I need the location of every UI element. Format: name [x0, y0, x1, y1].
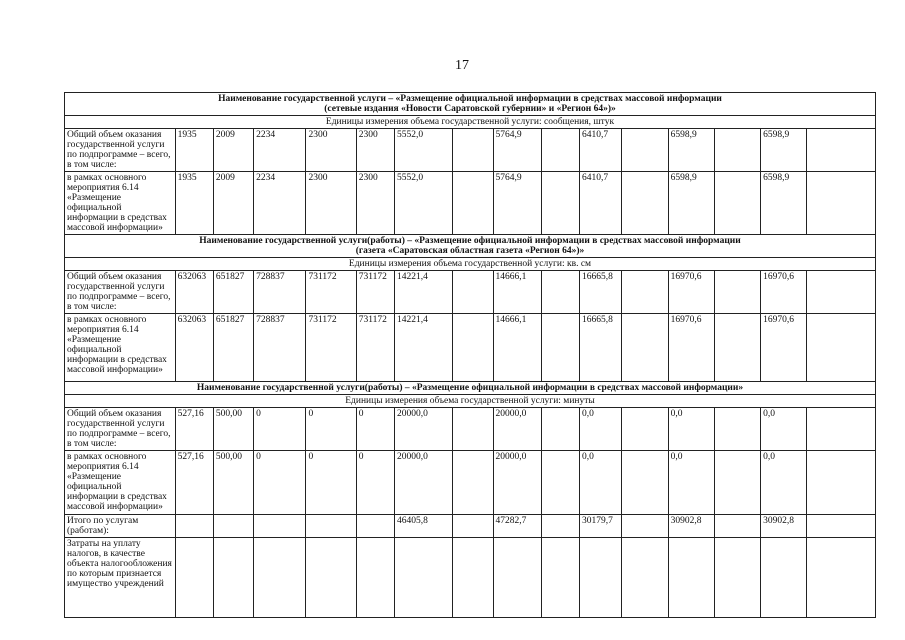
value-cell: 20000,0: [394, 408, 452, 451]
value-cell: 14221,4: [394, 314, 452, 382]
value-cell: [356, 515, 394, 538]
units-label: Единицы измерения объема государственной услуги: сообщения, штук: [65, 116, 876, 129]
value-cell: [394, 538, 452, 618]
value-cell: 2300: [356, 172, 394, 235]
row-label: в рамках основного мероприятия 6.14 «Размещение официальной информации в средствах массовой информации»: [65, 172, 176, 235]
value-cell: 527,16: [175, 451, 213, 515]
value-cell: [453, 271, 493, 314]
section-title-line2: (сетевые издания «Новости Саратовской губернии» и «Регион 64»)»: [324, 104, 616, 114]
table-row: [65, 271, 876, 314]
value-cell: 6410,7: [580, 129, 622, 172]
totals-row: [65, 515, 876, 538]
value-cell: [622, 314, 668, 382]
value-cell: 0,0: [668, 451, 714, 515]
value-cell: [493, 538, 541, 618]
value-cell: [622, 271, 668, 314]
value-cell: [807, 172, 876, 235]
value-cell: 731172: [356, 271, 394, 314]
value-cell: [453, 129, 493, 172]
value-cell: 728837: [254, 271, 306, 314]
value-cell: [622, 515, 668, 538]
value-cell: 0: [356, 408, 394, 451]
value-cell: [541, 271, 579, 314]
value-cell: 46405,8: [394, 515, 452, 538]
value-cell: [622, 451, 668, 515]
value-cell: 16665,8: [580, 314, 622, 382]
row-label: в рамках основного мероприятия 6.14 «Размещение официальной информации в средствах массовой информации»: [65, 451, 176, 515]
value-cell: 731172: [356, 314, 394, 382]
value-cell: 0,0: [668, 408, 714, 451]
table-row: [65, 172, 876, 235]
value-cell: 16970,6: [668, 314, 714, 382]
value-cell: [306, 538, 356, 618]
value-cell: 2300: [356, 129, 394, 172]
totals-row: [65, 538, 876, 618]
section-title: [65, 235, 876, 258]
value-cell: [622, 408, 668, 451]
value-cell: 500,00: [213, 451, 253, 515]
value-cell: 632063: [175, 271, 213, 314]
section-header-row: [65, 93, 876, 116]
section-title-line1: Наименование государственной услуги(работы) – «Размещение официальной информации в средствах массовой информации»: [196, 383, 744, 393]
section-title: [65, 93, 876, 116]
value-cell: 30902,8: [668, 515, 714, 538]
value-cell: [453, 538, 493, 618]
value-cell: 1935: [175, 129, 213, 172]
value-cell: [213, 538, 253, 618]
value-cell: 2300: [306, 172, 356, 235]
value-cell: 728837: [254, 314, 306, 382]
value-cell: 20000,0: [394, 451, 452, 515]
units-row: [65, 395, 876, 408]
value-cell: [541, 451, 579, 515]
page-number: 17: [455, 58, 469, 73]
value-cell: 1935: [175, 172, 213, 235]
units-row: [65, 258, 876, 271]
value-cell: [807, 515, 876, 538]
value-cell: [807, 451, 876, 515]
table-row: [65, 408, 876, 451]
value-cell: [213, 515, 253, 538]
value-cell: 0,0: [580, 408, 622, 451]
value-cell: [714, 515, 760, 538]
section-title-line2: (газета «Саратовская областная газета «Регион 64»)»: [355, 246, 585, 256]
section-title: [65, 382, 876, 395]
value-cell: 632063: [175, 314, 213, 382]
value-cell: [541, 538, 579, 618]
value-cell: [541, 129, 579, 172]
row-label: в рамках основного мероприятия 6.14 «Размещение официальной информации в средствах массовой информации»: [65, 314, 176, 382]
value-cell: [714, 271, 760, 314]
value-cell: 651827: [213, 314, 253, 382]
value-cell: 30902,8: [761, 515, 807, 538]
value-cell: 14666,1: [493, 314, 541, 382]
value-cell: [453, 314, 493, 382]
value-cell: [541, 515, 579, 538]
value-cell: [714, 172, 760, 235]
value-cell: [453, 515, 493, 538]
value-cell: 2009: [213, 129, 253, 172]
value-cell: 14666,1: [493, 271, 541, 314]
value-cell: [761, 538, 807, 618]
totals-label: Итого по услугам (работам):: [65, 515, 176, 538]
value-cell: [622, 129, 668, 172]
value-cell: 731172: [306, 314, 356, 382]
value-cell: [807, 538, 876, 618]
value-cell: 651827: [213, 271, 253, 314]
value-cell: 14221,4: [394, 271, 452, 314]
value-cell: 47282,7: [493, 515, 541, 538]
value-cell: 0: [356, 451, 394, 515]
value-cell: [541, 408, 579, 451]
value-cell: 16970,6: [761, 314, 807, 382]
value-cell: 16970,6: [668, 271, 714, 314]
value-cell: 6410,7: [580, 172, 622, 235]
value-cell: [714, 408, 760, 451]
value-cell: [807, 129, 876, 172]
table-row: [65, 314, 876, 382]
value-cell: 5552,0: [394, 129, 452, 172]
value-cell: 6598,9: [761, 172, 807, 235]
row-label: Общий объем оказания государственной услуги по подпрограмме – всего, в том числе:: [65, 271, 176, 314]
table-row: [65, 451, 876, 515]
value-cell: 731172: [306, 271, 356, 314]
value-cell: [714, 129, 760, 172]
value-cell: [541, 314, 579, 382]
value-cell: 2009: [213, 172, 253, 235]
value-cell: [356, 538, 394, 618]
value-cell: 20000,0: [493, 408, 541, 451]
section-title-line1: Наименование государственной услуги – «Размещение официальной информации в средствах массовой информации: [218, 94, 722, 104]
units-label: Единицы измерения объема государственной услуги: кв. см: [65, 258, 876, 271]
value-cell: 5764,9: [493, 172, 541, 235]
value-cell: [807, 271, 876, 314]
value-cell: 0,0: [761, 408, 807, 451]
value-cell: 5764,9: [493, 129, 541, 172]
value-cell: [254, 515, 306, 538]
value-cell: 0: [254, 451, 306, 515]
value-cell: 2300: [306, 129, 356, 172]
value-cell: 527,16: [175, 408, 213, 451]
value-cell: [453, 408, 493, 451]
value-cell: [714, 451, 760, 515]
value-cell: 0,0: [761, 451, 807, 515]
value-cell: 2234: [254, 129, 306, 172]
value-cell: 0: [306, 408, 356, 451]
units-row: [65, 116, 876, 129]
value-cell: 5552,0: [394, 172, 452, 235]
table-row: [65, 129, 876, 172]
value-cell: [807, 314, 876, 382]
value-cell: [453, 172, 493, 235]
value-cell: 0: [306, 451, 356, 515]
services-table: [64, 92, 876, 618]
row-label: Общий объем оказания государственной услуги по подпрограмме – всего, в том числе:: [65, 129, 176, 172]
value-cell: 20000,0: [493, 451, 541, 515]
value-cell: [807, 408, 876, 451]
value-cell: 0,0: [580, 451, 622, 515]
row-label: Общий объем оказания государственной услуги по подпрограмме – всего, в том числе:: [65, 408, 176, 451]
value-cell: [622, 538, 668, 618]
value-cell: 6598,9: [668, 129, 714, 172]
value-cell: 2234: [254, 172, 306, 235]
value-cell: [668, 538, 714, 618]
totals-label: Затраты на уплату налогов, в качестве объекта налогообложения по которым признается имущество учреждений: [65, 538, 176, 618]
value-cell: 6598,9: [761, 129, 807, 172]
value-cell: 0: [254, 408, 306, 451]
value-cell: [714, 538, 760, 618]
units-label: Единицы измерения объема государственной услуги: минуты: [65, 395, 876, 408]
value-cell: [306, 515, 356, 538]
value-cell: [453, 451, 493, 515]
value-cell: [714, 314, 760, 382]
section-header-row: [65, 382, 876, 395]
value-cell: 30179,7: [580, 515, 622, 538]
section-title-line1: Наименование государственной услуги(работы) – «Размещение официальной информации в средствах массовой информации: [199, 236, 741, 246]
section-header-row: [65, 235, 876, 258]
value-cell: 16970,6: [761, 271, 807, 314]
value-cell: [175, 515, 213, 538]
value-cell: [541, 172, 579, 235]
value-cell: 6598,9: [668, 172, 714, 235]
value-cell: [580, 538, 622, 618]
value-cell: [622, 172, 668, 235]
value-cell: [175, 538, 213, 618]
value-cell: 500,00: [213, 408, 253, 451]
value-cell: [254, 538, 306, 618]
value-cell: 16665,8: [580, 271, 622, 314]
